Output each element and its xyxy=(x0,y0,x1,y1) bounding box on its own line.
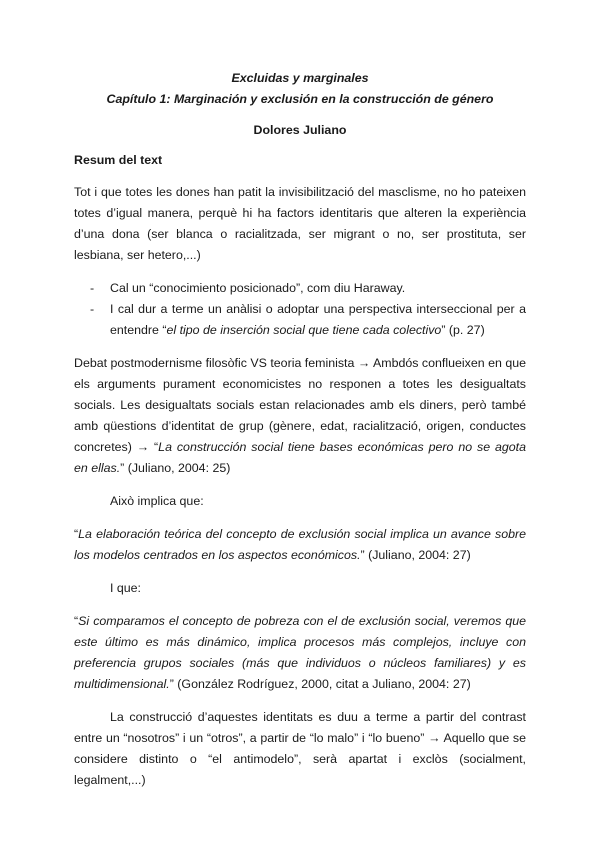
quote-2-open: “ xyxy=(74,614,79,628)
debate-quote: La construcción social tiene bases económicas pero no se agota en ellas. xyxy=(74,440,526,475)
bullet-item-2-pre: I cal dur a terme un anàlisi o adoptar una perspectiva interseccional per a entendre “ xyxy=(110,302,526,337)
bullet-item-2 xyxy=(74,299,526,341)
ique-line: I que: xyxy=(110,581,142,595)
quote-1-cite: ” (Juliano, 2004: 27) xyxy=(360,548,471,562)
debate-paragraph xyxy=(74,353,526,479)
section-heading: Resum del text xyxy=(74,153,163,167)
implica-line: Això implica que: xyxy=(110,494,204,508)
bullet-item-1 xyxy=(74,278,526,299)
bullet-item-2-quote: el tipo de inserción social que tiene cada colectivo xyxy=(166,323,442,337)
intro-paragraph: Tot i que totes les dones han patit la invisibilització del masclisme, no ho pateixen totes d’igual manera, perquè hi ha factors identitaris que alteren la experiència d’una dona (ser blanca o racialitzada, ser migrant o no, ser prostituta, ser lesbiana, ser hetero,...) xyxy=(74,185,526,262)
book-title: Excluidas y marginales xyxy=(231,71,369,85)
quote-2-text: Si comparamos el concepto de pobreza con el de exclusión social, veremos que este último es más dinámico, implica procesos más complejos, incluye con preferencia grupos sociales (más que individuos o núcleos familiares) y es multidimensional. xyxy=(74,614,526,691)
quote-1-paragraph xyxy=(74,524,526,566)
quote-2-cite: ” (González Rodríguez, 2000, citat a Juliano, 2004: 27) xyxy=(169,677,471,691)
quote-2-paragraph xyxy=(74,611,526,695)
bullet-dash: - xyxy=(90,281,95,295)
bullet-item-1-text: Cal un “conocimiento posicionado”, com diu Haraway. xyxy=(110,281,406,295)
author-name: Dolores Juliano xyxy=(253,123,347,137)
title-block xyxy=(74,68,526,110)
quote-1-open: “ xyxy=(74,527,79,541)
debate-text: Debat postmodernisme filosòfic VS teoria feminista → Ambdós conflueixen en que els arguments purament economicistes no responen a totes les desigualtats socials. Les desigualtats socials estan relacionades amb els diners, però també amb qüestions d’identitat de grup (gènere, edat, racialització, origen, conductes concretes) → “ xyxy=(74,356,526,454)
quote-1-text: La elaboración teórica del concepto de exclusión social implica un avance sobre los modelos centrados en los aspectos económicos. xyxy=(74,527,526,562)
bullet-list xyxy=(74,278,526,341)
debate-cite: ” (Juliano, 2004: 25) xyxy=(120,461,231,475)
chapter-title: Capítulo 1: Marginación y exclusión en la construcción de género xyxy=(106,92,494,106)
bullet-item-2-post: ” (p. 27) xyxy=(441,323,485,337)
closing-paragraph: La construcció d’aquestes identitats es duu a terme a partir del contrast entre un “nosotros” i un “otros”, a partir de “lo malo” i “lo bueno” → Aquello que se considere distinto o “el antimodelo”, serà apartat i exclòs (socialment, legalment,...) xyxy=(74,710,526,787)
bullet-dash: - xyxy=(90,302,95,316)
